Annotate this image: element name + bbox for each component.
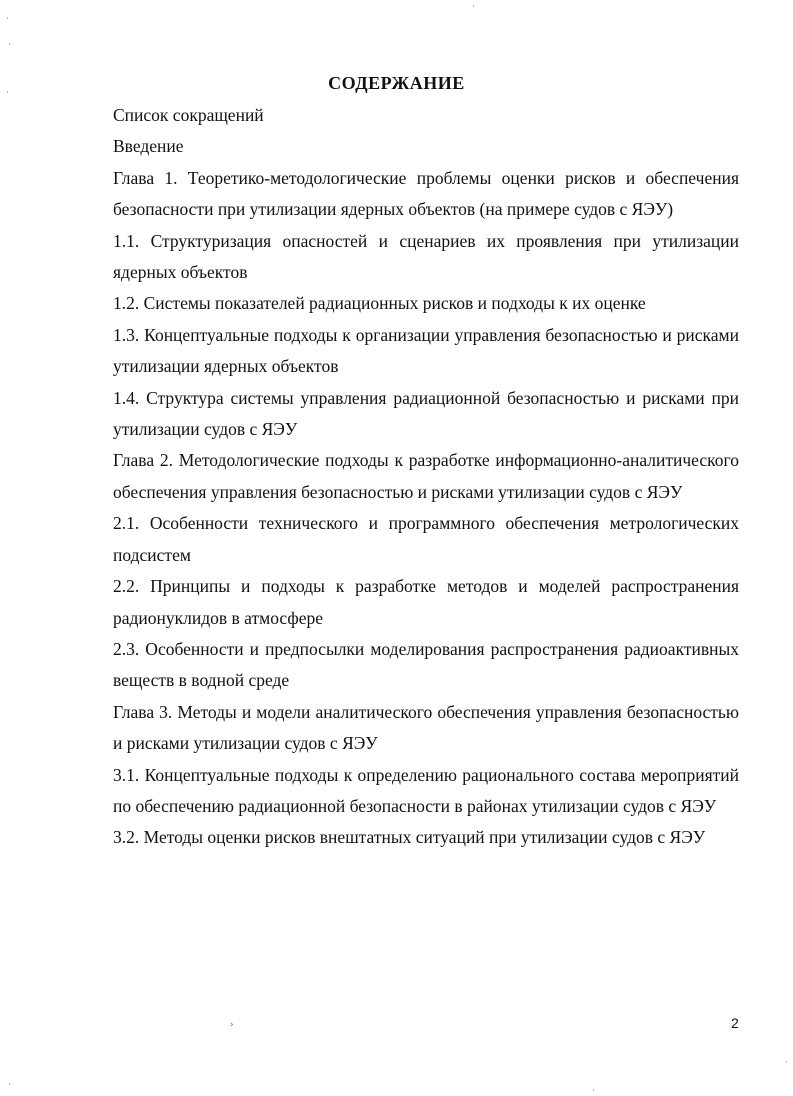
scan-speck: · [592, 1086, 595, 1096]
toc-entry-chapter-3: Глава 3. Методы и модели аналитического обеспечения управления безопасностью и рисками утилизации судов с ЯЭУ [113, 701, 739, 754]
page-number: 2 [731, 1015, 739, 1031]
scan-speck: · [8, 1080, 11, 1090]
toc-entry-chapter-1: Глава 1. Теоретико-методологические проблемы оценки рисков и обеспечения безопасности при утилизации ядерных объектов (на примере судов с ЯЭУ) [113, 167, 739, 220]
toc-entry-1-1: 1.1. Структуризация опасностей и сценариев их проявления при утилизации ядерных объектов [113, 230, 739, 283]
toc-entry-1-4: 1.4. Структура системы управления радиационной безопасностью и рисками при утилизации судов с ЯЭУ [113, 387, 739, 440]
toc-entry-chapter-2: Глава 2. Методологические подходы к разработке информационно-аналитического обеспечения управления безопасностью и рисками утилизации судов с ЯЭУ [113, 450, 739, 502]
toc-entry-introduction: Введение [113, 136, 184, 157]
toc-entry-1-2: 1.2. Системы показателей радиационных рисков и подходы к их оценке [113, 293, 646, 314]
table-of-contents [113, 100, 739, 854]
scan-speck: · [472, 2, 475, 12]
scan-speck: · [6, 14, 9, 24]
toc-entry-3-2: 3.2. Методы оценки рисков внештатных ситуаций при утилизации судов с ЯЭУ [113, 827, 706, 848]
scan-speck: · [785, 1058, 788, 1068]
page-title: СОДЕРЖАНИЕ [328, 73, 465, 93]
scan-speck: · [8, 40, 11, 50]
toc-entry-2-1: 2.1. Особенности технического и программного обеспечения метрологических подсистем [113, 513, 739, 565]
toc-entry-2-3: 2.3. Особенности и предпосылки моделирования распространения радиоактивных веществ в водной среде [113, 638, 739, 691]
scan-speck: › [230, 1020, 234, 1030]
toc-entry-1-3: 1.3. Концептуальные подходы к организации управления безопасностью и рисками утилизации ядерных объектов [113, 324, 739, 377]
toc-entry-abbreviations: Список сокращений [113, 105, 264, 125]
toc-entry-3-1: 3.1. Концептуальные подходы к определению рационального состава мероприятий по обеспечению радиационной безопасности в районах утилизации судов с ЯЭУ [113, 764, 739, 816]
scan-speck: · [6, 88, 9, 98]
toc-entry-2-2: 2.2. Принципы и подходы к разработке методов и моделей распространения радионуклидов в атмосфере [113, 576, 739, 628]
